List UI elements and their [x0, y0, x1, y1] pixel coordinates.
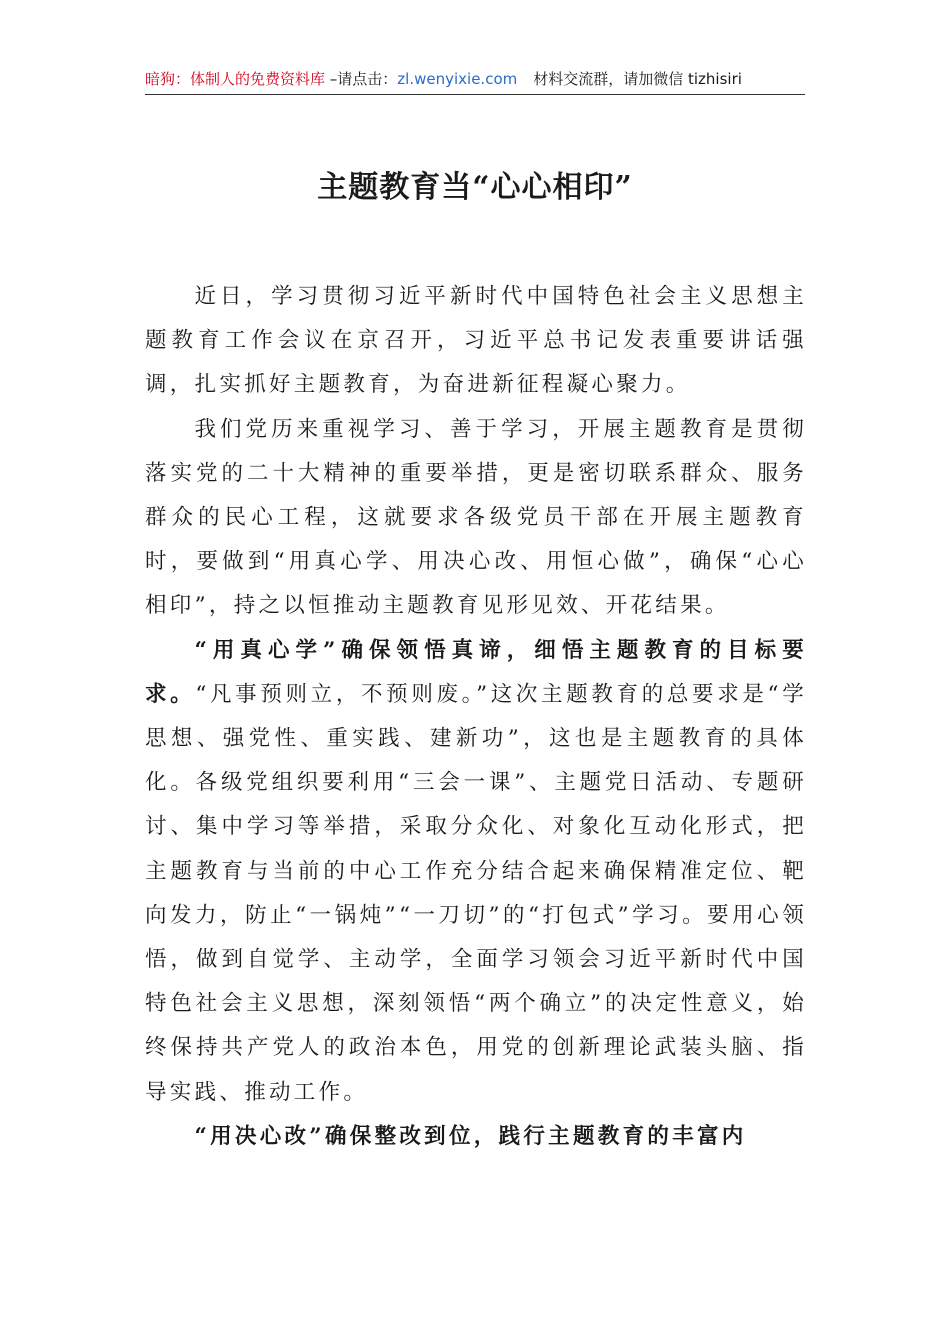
paragraph-3-text: “凡事预则立，不预则废。”这次主题教育的总要求是“学思想、强党性、重实践、建新功”，这也是主题教育的具体化。各级党组织要利用“三会一课”、主题党日活动、专题研讨、集中学习等举措，采取分众化、对象化互动化形式，把主题教育与当前的中心工作充分结合起来确保精准定位、靶向发力，防止“一锅炖”“一刀切”的“打包式”学习。要用心领悟，做到自觉学、主动学，全面学习领会习近平新时代中国特色社会主义思想，深刻领悟“两个确立”的决定性意义，始终保持共产党人的政治本色，用党的创新理论武装头脑、指导实践、推动工作。 [145, 681, 807, 1105]
paragraph-3-lead: “用真心学”确保领悟真谛，细悟主题教育的目标要求。 [145, 637, 807, 707]
header-brand: 暗狗：体制人的免费资料库 [145, 70, 326, 88]
paragraph-2 [145, 408, 807, 629]
paragraph-4-lead: “用决心改”确保整改到位，践行主题教育的丰富内 [194, 1123, 747, 1149]
paragraph-2-text: 我们党历来重视学习、善于学习，开展主题教育是贯彻落实党的二十大精神的重要举措，更是密切联系群众、服务群众的民心工程，这就要求各级党员干部在开展主题教育时，要做到“用真心学、用决心改、用恒心做”，确保“心心相印”，持之以恒推动主题教育见形见效、开花结果。 [145, 416, 807, 619]
header-separator: –请点击： [325, 70, 398, 88]
paragraph-4 [145, 1115, 807, 1159]
paragraph-3 [145, 629, 807, 1115]
paragraph-1 [145, 275, 807, 408]
page-header [145, 66, 805, 95]
header-wechat: 材料交流群，请加微信 tizhisiri [533, 70, 742, 88]
page-title: 主题教育当“心心相印” [317, 170, 633, 205]
header-link[interactable]: zl.wenyixie.com [397, 70, 518, 88]
article-body [145, 275, 807, 1159]
paragraph-1-text: 近日，学习贯彻习近平新时代中国特色社会主义思想主题教育工作会议在京召开，习近平总书记发表重要讲话强调，扎实抓好主题教育，为奋进新征程凝心聚力。 [145, 284, 807, 398]
